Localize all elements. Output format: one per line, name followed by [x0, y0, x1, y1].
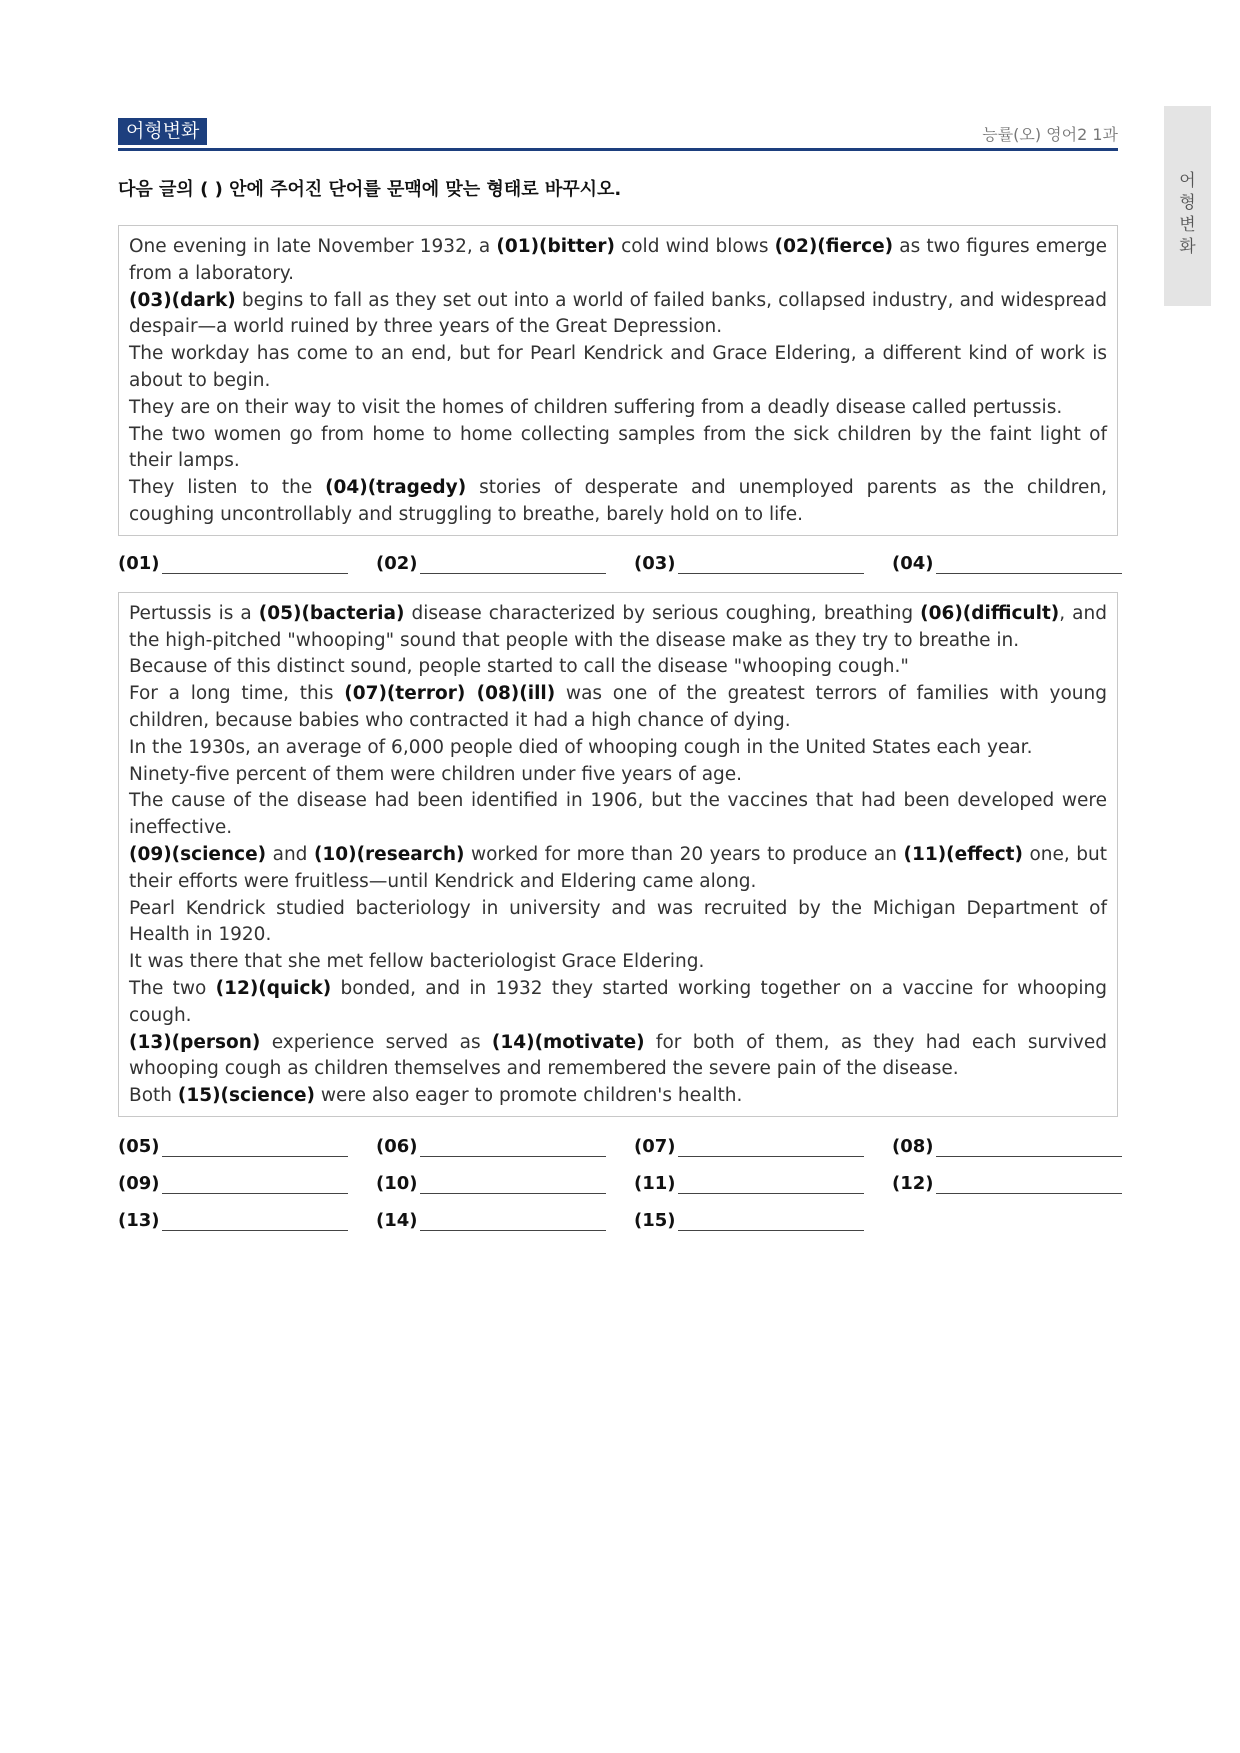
- sentence-text: and: [266, 843, 314, 865]
- passage-sentence: [129, 341, 1107, 395]
- sentence-text: stories of desperate and unemployed parents as the children, coughing uncontrollably and struggling to breathe, barely hold on to life.: [129, 477, 1107, 525]
- sentence-text: The two: [129, 977, 216, 999]
- sentence-text: Ninety-five percent of them were children under five years of age.: [129, 763, 743, 785]
- sentence-text: For a long time, this: [129, 683, 345, 705]
- side-section-tab: [1164, 106, 1211, 306]
- instruction-text: 다음 글의 ( ) 안에 주어진 단어를 문맥에 맞는 형태로 바꾸시오.: [118, 179, 622, 200]
- answer-item: [376, 1157, 634, 1194]
- blank-prompt: (11)(effect): [903, 843, 1023, 865]
- answer-blank-line[interactable]: [678, 1130, 864, 1157]
- blank-prompt: (15)(science): [177, 1085, 315, 1107]
- blank-prompt: (03)(dark): [129, 289, 236, 311]
- blank-prompt: (10)(research): [313, 843, 465, 865]
- answer-blank-line[interactable]: [936, 1130, 1122, 1157]
- blank-prompt: (13)(person): [129, 1031, 261, 1053]
- answer-item: [376, 1194, 634, 1231]
- sentence-text: disease characterized by serious coughing, breathing: [404, 602, 921, 624]
- answer-number: (04): [892, 552, 934, 574]
- answer-item: [892, 1157, 1150, 1194]
- answer-blank-line[interactable]: [678, 1167, 864, 1194]
- answer-blank-line[interactable]: [420, 547, 606, 574]
- answer-item: [118, 1157, 376, 1194]
- answer-item: [376, 537, 634, 574]
- answer-number: (12): [892, 1172, 934, 1194]
- passage-sentence: [129, 395, 1107, 422]
- passage-sentence: [129, 1083, 1107, 1110]
- answer-number: (07): [634, 1135, 676, 1157]
- passage-sentence: [129, 234, 1107, 288]
- sentence-text: They listen to the: [129, 477, 326, 499]
- sentence-text: It was there that she met fellow bacteriologist Grace Eldering.: [129, 951, 705, 973]
- passage-sentence: [129, 422, 1107, 476]
- answer-blank-line[interactable]: [420, 1167, 606, 1194]
- passage-sentence: [129, 788, 1107, 842]
- answer-item: [118, 1120, 376, 1157]
- answer-blank-line[interactable]: [162, 1167, 348, 1194]
- blank-prompt: (01)(bitter): [496, 236, 615, 257]
- sentence-text: The two women go from home to home collecting samples from the sick children by the faint light of their lamps.: [129, 423, 1107, 472]
- answer-item: [118, 1194, 376, 1231]
- chapter-label: 능률(오) 영어2 1과: [982, 125, 1118, 144]
- answer-item: [892, 1120, 1150, 1157]
- blank-prompt: (06)(difficult): [920, 602, 1060, 624]
- side-tab-char: 어: [1179, 171, 1196, 191]
- answer-blank-line[interactable]: [678, 1204, 864, 1231]
- answer-blank-line[interactable]: [936, 1167, 1122, 1194]
- section-badge: 어형변화: [118, 118, 207, 145]
- passage-sentence: [129, 842, 1107, 896]
- answer-item: [634, 1120, 892, 1157]
- answer-number: (11): [634, 1172, 676, 1194]
- passage-sentence: [129, 1030, 1107, 1084]
- sentence-text: were also eager to promote children's health.: [315, 1085, 743, 1107]
- blank-prompt: (12)(quick): [215, 977, 332, 999]
- sentence-text: worked for more than 20 years to produce an: [464, 843, 904, 865]
- answer-number: (06): [376, 1135, 418, 1157]
- passage-sentence: [129, 735, 1107, 762]
- blank-prompt: (09)(science): [129, 843, 267, 865]
- page-header: [118, 118, 1118, 151]
- sentence-text: The workday has come to an end, but for Pearl Kendrick and Grace Eldering, a different kind of work is about to begin.: [129, 343, 1107, 391]
- passage-sentence: [129, 949, 1107, 976]
- sentence-text: They are on their way to visit the homes of children suffering from a deadly disease called pertussis.: [129, 396, 1063, 418]
- answer-grid-1: [118, 537, 1118, 574]
- answer-number: (01): [118, 552, 160, 574]
- answer-blank-line[interactable]: [420, 1130, 606, 1157]
- sentence-text: one, but their efforts were fruitless—until Kendrick and Eldering came along.: [129, 843, 1107, 892]
- answer-item: [118, 537, 376, 574]
- passage-sentence: [129, 601, 1107, 655]
- sentence-text: experience served as: [260, 1031, 492, 1053]
- answer-item: [892, 537, 1150, 574]
- sentence-text: for both of them, as they had each survived whooping cough as children themselves and remembered the severe pain of the disease.: [129, 1031, 1107, 1080]
- passage-sentence: [129, 654, 1107, 681]
- blank-prompt: (07)(terror) (08)(ill): [344, 683, 556, 705]
- passage-sentence: [129, 976, 1107, 1030]
- sentence-text: begins to fall as they set out into a world of failed banks, collapsed industry, and widespread despair—a world ruined by three years of the Great Depression.: [129, 289, 1107, 338]
- sentence-text: bonded, and in 1932 they started working together on a vaccine for whooping cough.: [129, 977, 1107, 1026]
- sentence-text: as two figures emerge from a laboratory.: [129, 236, 1107, 284]
- answer-number: (02): [376, 552, 418, 574]
- answer-item: [634, 1194, 892, 1231]
- answer-blank-line[interactable]: [162, 1130, 348, 1157]
- passage-sentence: [129, 762, 1107, 789]
- answer-number: (09): [118, 1172, 160, 1194]
- passage-sentence: [129, 475, 1107, 529]
- passage-sentence: [129, 288, 1107, 342]
- answer-blank-line[interactable]: [162, 547, 348, 574]
- answer-number: (10): [376, 1172, 418, 1194]
- side-tab-char: 형: [1179, 193, 1196, 213]
- answer-item: [634, 1157, 892, 1194]
- blank-prompt: (02)(fierce): [774, 236, 894, 257]
- answer-number: (13): [118, 1209, 160, 1231]
- answer-number: (14): [376, 1209, 418, 1231]
- answer-number: (03): [634, 552, 676, 574]
- side-tab-char: 변: [1179, 215, 1196, 235]
- sentence-text: In the 1930s, an average of 6,000 people died of whooping cough in the United States each year.: [129, 736, 1033, 758]
- blank-prompt: (05)(bacteria): [258, 602, 405, 624]
- side-tab-char: 화: [1179, 237, 1196, 257]
- answer-blank-line[interactable]: [936, 547, 1122, 574]
- passage-box-1: [118, 225, 1118, 536]
- blank-prompt: (14)(motivate): [491, 1031, 645, 1053]
- sentence-text: was one of the greatest terrors of families with young children, because babies who contracted it had a high chance of dying.: [129, 683, 1107, 731]
- passage-sentence: [129, 896, 1107, 950]
- worksheet-page: [118, 118, 1118, 1231]
- answer-blank-line[interactable]: [678, 547, 864, 574]
- sentence-text: The cause of the disease had been identified in 1906, but the vaccines that had been developed were ineffective.: [129, 790, 1107, 839]
- answer-number: (08): [892, 1135, 934, 1157]
- sentence-text: One evening in late November 1932, a: [129, 236, 497, 257]
- blank-prompt: (04)(tragedy): [325, 477, 467, 499]
- sentence-text: Both: [129, 1085, 178, 1107]
- sentence-text: Pearl Kendrick studied bacteriology in university and was recruited by the Michigan Department of Health in 1920.: [129, 897, 1107, 946]
- answer-number: (05): [118, 1135, 160, 1157]
- answer-item: [634, 537, 892, 574]
- answer-grid-2: [118, 1120, 1118, 1231]
- answer-item: [376, 1120, 634, 1157]
- sentence-text: , and the high-pitched "whooping" sound that people with the disease make as they try to breathe in.: [129, 602, 1107, 651]
- sentence-text: Because of this distinct sound, people started to call the disease "whooping cough.": [129, 656, 909, 678]
- passage-box-2: [118, 592, 1118, 1117]
- answer-blank-line[interactable]: [420, 1204, 606, 1231]
- passage-sentence: [129, 681, 1107, 735]
- answer-blank-line[interactable]: [162, 1204, 348, 1231]
- answer-number: (15): [634, 1209, 676, 1231]
- sentence-text: Pertussis is a: [129, 602, 259, 624]
- sentence-text: cold wind blows: [614, 236, 775, 257]
